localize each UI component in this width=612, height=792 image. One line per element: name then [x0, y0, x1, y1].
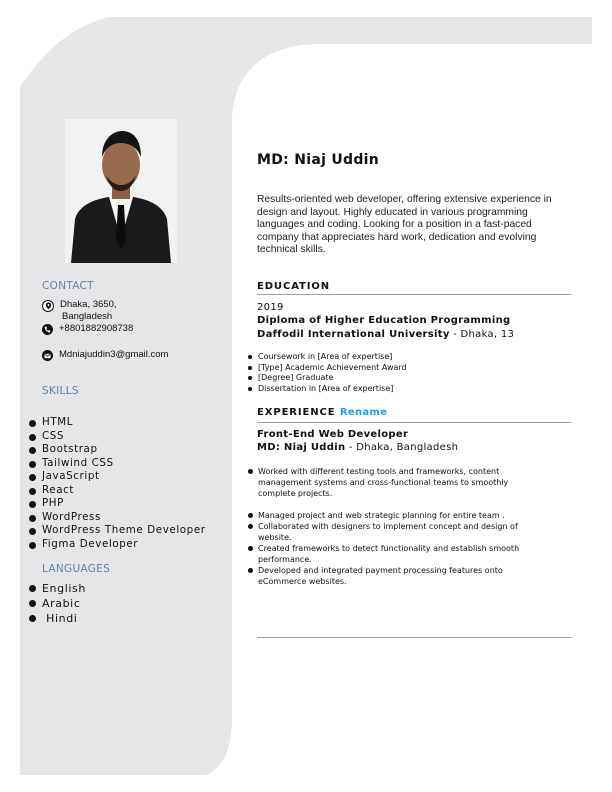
education-divider — [257, 294, 571, 295]
languages-list — [28, 581, 86, 626]
education-bullet: Dissertation in [Area of expertise] — [248, 384, 578, 395]
language-item: Hindi — [28, 611, 86, 626]
email-row — [42, 349, 168, 361]
languages-title: LANGUAGES — [42, 563, 111, 575]
education-heading: EDUCATION — [257, 281, 331, 292]
education-location: - Dhaka, 13 — [449, 329, 515, 340]
contact-title: CONTACT — [42, 280, 94, 292]
skill-item: PHP — [28, 497, 206, 511]
email-address: Mdniajuddin3@gmail.com — [59, 349, 169, 360]
education-bullets — [248, 352, 578, 395]
rename-link[interactable]: Rename — [339, 407, 388, 418]
skill-item: Figma Developer — [28, 538, 206, 552]
job-bullet: Created frameworks to detect functionality and establish smooth performance. — [248, 543, 548, 565]
job-company-line — [257, 442, 458, 453]
phone-row — [42, 323, 133, 335]
skill-item: HTML — [28, 416, 206, 430]
candidate-name: MD: Niaj Uddin — [257, 152, 380, 168]
bottom-divider — [257, 637, 571, 638]
education-bullet: [Degree] Graduate — [248, 373, 578, 384]
location-pin-icon — [42, 300, 54, 312]
address-row — [42, 299, 117, 323]
experience-title: EXPERIENCE — [257, 407, 340, 418]
job-company: MD: Niaj Uddin — [257, 442, 346, 453]
education-degree: Diploma of Higher Education Programming — [257, 315, 511, 326]
job-bullets-group-1 — [248, 466, 548, 499]
experience-heading — [257, 407, 387, 418]
skill-item: WordPress Theme Developer — [28, 524, 206, 538]
education-bullet: Coursework in [Area of expertise] — [248, 352, 578, 363]
skill-item: CSS — [28, 430, 206, 444]
job-bullets-group-2 — [248, 510, 548, 587]
email-icon — [42, 350, 53, 361]
job-bullet: Developed and integrated payment processing features onto eCommerce websites. — [248, 565, 548, 587]
skills-title: SKILLS — [42, 385, 79, 397]
experience-divider — [257, 422, 571, 423]
job-bullet: Managed project and web strategic planning for entire team . — [248, 510, 548, 521]
skill-item: WordPress — [28, 511, 206, 525]
skill-item: JavaScript — [28, 470, 206, 484]
job-bullet: Collaborated with designers to implement concept and design of website. — [248, 521, 548, 543]
job-location: - Dhaka, Bangladesh — [345, 442, 459, 453]
skill-item: React — [28, 484, 206, 498]
profile-photo — [65, 119, 177, 263]
address-line1: Dhaka, 3650, — [60, 299, 117, 310]
education-year: 2019 — [257, 302, 284, 313]
education-school: Daffodil International University — [257, 329, 450, 340]
skill-item: Tailwind CSS — [28, 457, 206, 471]
profile-summary: Results-oriented web developer, offering extensive experience in design and layout. Highly educated in various programming languages and coding. Looking for a position in a fast-paced company that appreciates hard work, dedication and evolving technical skills. — [257, 194, 552, 255]
job-bullet: Worked with different testing tools and frameworks, content management systems and cross-functional teams to smoothly complete projects. — [248, 466, 548, 499]
language-item: English — [28, 581, 86, 596]
skills-list — [28, 416, 206, 551]
address-line2: Bangladesh — [62, 311, 113, 322]
phone-icon — [42, 324, 53, 335]
education-school-line — [257, 329, 514, 340]
education-bullet: [Type] Academic Achievement Award — [248, 363, 578, 374]
skill-item: Bootstrap — [28, 443, 206, 457]
phone-number: +8801882908738 — [59, 323, 134, 334]
language-item: Arabic — [28, 596, 86, 611]
job-title: Front-End Web Developer — [257, 429, 409, 440]
